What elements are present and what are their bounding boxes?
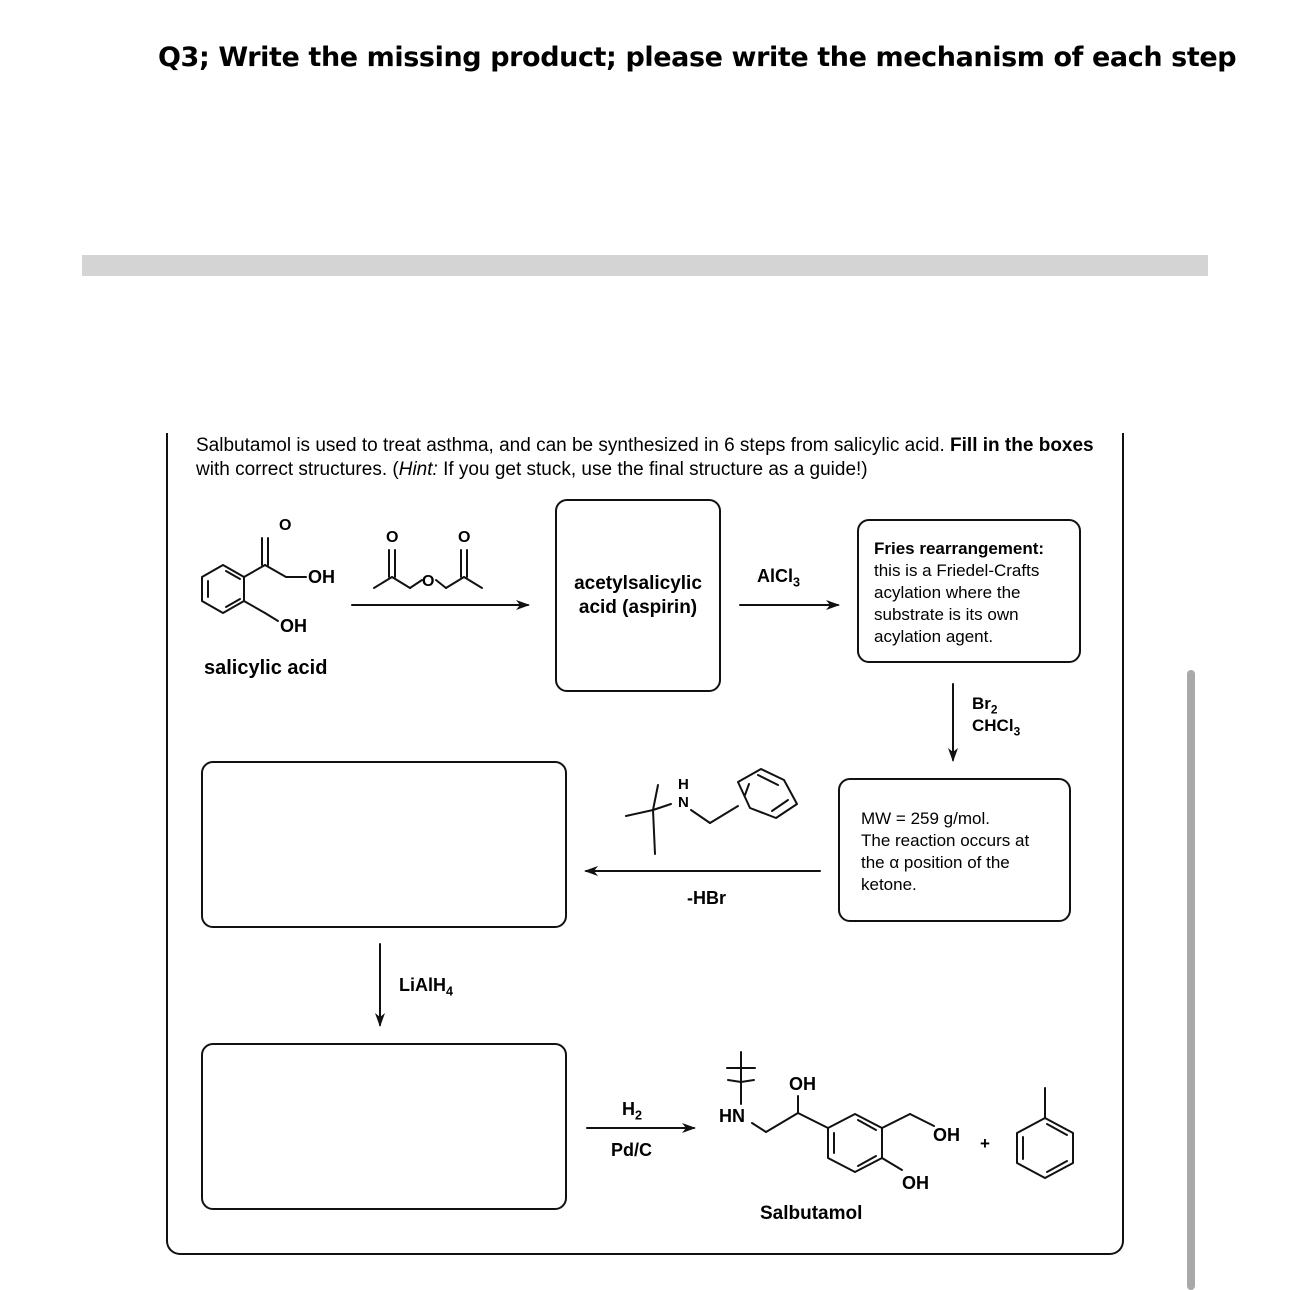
reagent-lialh4: LiAlH$_4$ bbox=[399, 975, 454, 999]
fries-line-3: substrate is its own bbox=[874, 605, 1019, 624]
salicylic-acid-label: salicylic acid bbox=[204, 657, 328, 679]
amine-h: H bbox=[678, 776, 689, 793]
reagent-chcl3: CHCl$_3$ bbox=[972, 716, 1021, 739]
fries-line-1: this is a Friedel-Crafts bbox=[874, 561, 1040, 580]
fries-line-4: acylation agent. bbox=[874, 627, 994, 646]
intro-text-3: If you get stuck, use the final structure as a guide!) bbox=[437, 459, 868, 480]
salbutamol-hn: HN bbox=[719, 1106, 745, 1126]
anhydride-o-left: O bbox=[386, 529, 399, 546]
bromoketone-line-3: the α position of the bbox=[861, 853, 1010, 872]
bromoketone-line-1: MW = 259 g/mol. bbox=[861, 809, 990, 828]
reagent-h2: $H_2$ bbox=[622, 1099, 643, 1123]
reagent-pdc: Pd/C bbox=[611, 1140, 653, 1160]
intro-bold: Fill in the boxes bbox=[950, 435, 1094, 456]
answer-box-alcohol[interactable] bbox=[201, 1043, 567, 1210]
salbutamol-structure bbox=[727, 1052, 934, 1172]
bromoketone-line-2: The reaction occurs at bbox=[861, 831, 1030, 850]
amine-n: N bbox=[678, 794, 689, 811]
reagent-alcl3: AlCl$_3$ bbox=[757, 566, 801, 590]
salbutamol-label: Salbutamol bbox=[760, 1203, 863, 1224]
byproduct-hbr: -HBr bbox=[687, 888, 726, 908]
bromoketone-line-4: ketone. bbox=[861, 875, 917, 894]
aspirin-line-1: acetylsalicylic bbox=[574, 573, 702, 594]
salbutamol-oh-right: OH bbox=[933, 1125, 960, 1145]
fries-line-2: acylation where the bbox=[874, 583, 1021, 602]
benzyl-tert-butylamine-structure bbox=[626, 769, 797, 854]
plus-sign: + bbox=[980, 1134, 990, 1153]
anhydride-o-bridge: O bbox=[422, 573, 435, 590]
salicylic-phenol-oh: OH bbox=[280, 616, 307, 636]
salbutamol-oh-bottom: OH bbox=[902, 1173, 929, 1193]
salicylic-acid-structure bbox=[202, 538, 306, 621]
fries-note bbox=[874, 538, 1044, 648]
answer-box-amine-ketone[interactable] bbox=[201, 761, 567, 928]
intro-text-1: Salbutamol is used to treat asthma, and can be synthesized in 6 steps from salicylic acid. bbox=[196, 435, 951, 456]
reagent-br2: $Br_2$ bbox=[972, 694, 998, 717]
toluene-structure bbox=[1017, 1088, 1073, 1178]
fries-title: Fries rearrangement: bbox=[874, 539, 1045, 558]
salbutamol-oh-top: OH bbox=[789, 1074, 816, 1094]
aspirin-line-2: acid (aspirin) bbox=[578, 597, 698, 618]
bromoketone-note bbox=[861, 808, 1029, 896]
anhydride-o-right: O bbox=[458, 529, 471, 546]
aspirin-label bbox=[555, 572, 721, 620]
salicylic-acid-oh: OH bbox=[308, 567, 335, 587]
salicylic-carbonyl-o: O bbox=[279, 517, 292, 534]
intro-hint-label: Hint: bbox=[398, 459, 438, 480]
question-title: Q3; Write the missing product; please write the mechanism of each step bbox=[158, 42, 1237, 73]
intro-text-2: with correct structures. ( bbox=[196, 459, 399, 480]
